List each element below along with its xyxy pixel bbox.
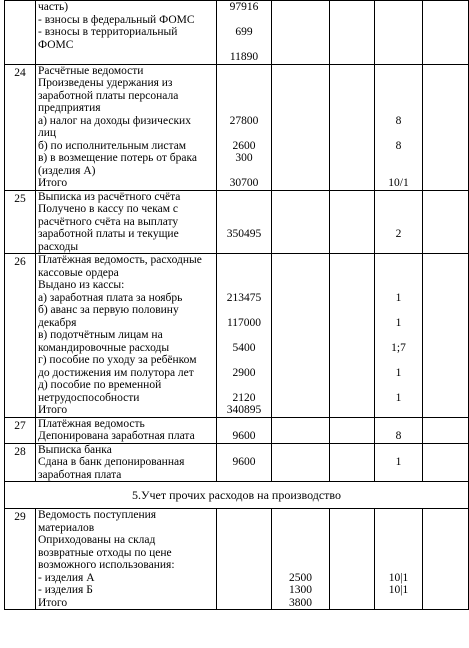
amount-column-3: [330, 443, 375, 482]
cell-line: [272, 547, 329, 560]
account-column: [375, 443, 423, 482]
cell-line: [375, 404, 422, 417]
cell-line: г) пособие по уходу за ребёнком: [38, 354, 197, 366]
empty-column: [423, 64, 469, 190]
cell-line: [375, 254, 422, 267]
cell-line: нетрудоспособности: [38, 391, 140, 404]
cell-line: 1: [395, 456, 402, 468]
cell-line: 340895: [226, 404, 262, 416]
cell-line: [375, 267, 422, 280]
cell-line: Итого: [38, 177, 68, 189]
amount-column-3: [330, 190, 375, 254]
cell-line: 97916: [229, 1, 259, 13]
cell-line: 213475: [226, 291, 262, 304]
cell-line: а) налог на доходы физических: [38, 114, 191, 127]
cell-line: [217, 165, 271, 178]
cell-line: б) аванс за первую половину: [38, 304, 179, 316]
cell-line: предприятия: [38, 102, 101, 114]
cell-line: [375, 418, 422, 431]
cell-line: 10|1: [388, 584, 409, 596]
amount-column-2: [272, 1, 330, 65]
cell-line: до достижения им полутора лет: [38, 366, 194, 379]
cell-line: (изделия А): [38, 164, 96, 177]
empty-column: [423, 443, 469, 482]
cell-line: а) заработная плата за ноябрь: [38, 291, 183, 304]
amount-column-2: [272, 190, 330, 254]
cell-line: Депонирована заработная плата: [38, 430, 195, 442]
cell-line: расходы: [38, 240, 79, 253]
cell-line: 2600: [232, 139, 256, 152]
account-column: [375, 64, 423, 190]
row-number: 25: [5, 190, 36, 254]
cell-line: материалов: [38, 521, 95, 534]
cell-line: [217, 279, 271, 292]
cell-line: Платёжная ведомость, расходные: [38, 254, 202, 266]
cell-line: 9600: [232, 430, 256, 442]
section-title: 5.Учет прочих расходов на производство: [5, 482, 469, 509]
cell-line: [217, 127, 271, 140]
account-column: [375, 417, 423, 443]
cell-line: 10/1: [388, 177, 409, 189]
cell-line: Выписка из расчётного счёта: [38, 190, 181, 203]
cell-line: Произведены удержания из: [38, 77, 173, 89]
cell-line: [217, 77, 271, 90]
cell-line: [217, 90, 271, 103]
cell-line: [375, 65, 422, 78]
cell-line: Итого: [38, 404, 68, 416]
cell-line: [217, 254, 271, 267]
cell-line: [217, 304, 271, 317]
cell-line: [375, 241, 422, 254]
cell-line: - взносы в федеральный ФОМС: [38, 13, 195, 26]
cell-line: 1;7: [391, 341, 406, 354]
account-column: [375, 254, 423, 418]
amount-column-3: [330, 1, 375, 65]
cell-line: б) по исполнительным листам: [38, 139, 187, 152]
operation-description: [36, 190, 217, 254]
cell-line: 1: [395, 316, 402, 329]
amount-column-2: [272, 254, 330, 418]
table-row: [5, 254, 469, 418]
cell-line: Ведомость поступления: [38, 509, 157, 521]
cell-line: [217, 444, 271, 457]
table-row: [5, 190, 469, 254]
amount-column-1: [217, 190, 272, 254]
operation-description: [36, 509, 217, 610]
table-row: [5, 64, 469, 190]
cell-line: [375, 279, 422, 292]
cell-line: 1: [395, 366, 402, 379]
amount-column-3: [330, 254, 375, 418]
cell-line: в) подотчётным лицам на: [38, 329, 163, 341]
cell-line: 8: [395, 139, 402, 152]
cell-line: [217, 102, 271, 115]
cell-line: [375, 354, 422, 367]
cell-line: [375, 597, 422, 610]
cell-line: 3800: [289, 596, 312, 609]
cell-line: [272, 522, 329, 535]
cell-line: [217, 379, 271, 392]
cell-line: [272, 509, 329, 522]
operation-description: [36, 64, 217, 190]
row-number: [5, 1, 36, 65]
table-row: [5, 443, 469, 482]
cell-line: заработной платы персонала: [38, 89, 179, 102]
cell-line: 5400: [232, 341, 256, 354]
cell-line: расчётного счёта на выплату: [38, 215, 179, 228]
amount-column-1: [217, 1, 272, 65]
ledger-table: [4, 0, 469, 610]
cell-line: 30700: [229, 177, 259, 189]
cell-line: 2120: [232, 391, 256, 404]
empty-column: [423, 254, 469, 418]
cell-line: 9600: [232, 456, 256, 468]
empty-column: [423, 417, 469, 443]
cell-line: [217, 14, 271, 27]
row-number: 26: [5, 254, 36, 418]
amount-column-2: [272, 417, 330, 443]
cell-line: 117000: [226, 316, 262, 329]
cell-line: часть): [38, 1, 69, 13]
cell-line: [217, 241, 271, 254]
cell-line: [217, 203, 271, 216]
cell-line: [375, 304, 422, 317]
empty-column: [423, 1, 469, 65]
ledger-body: [5, 1, 469, 610]
cell-line: [375, 165, 422, 178]
cell-line: 699: [235, 26, 253, 38]
row-number: 27: [5, 417, 36, 443]
cell-line: 27800: [229, 114, 259, 127]
amount-column-1: [217, 417, 272, 443]
empty-column: [423, 190, 469, 254]
table-row: [5, 1, 469, 65]
cell-line: 1: [395, 291, 402, 304]
cell-line: [375, 90, 422, 103]
cell-line: возможного использования:: [38, 559, 175, 571]
cell-line: Платёжная ведомость: [38, 417, 145, 430]
row-number: 29: [5, 509, 36, 610]
table-row: [5, 417, 469, 443]
cell-line: Расчётные ведомости: [38, 64, 144, 77]
cell-line: 2: [395, 228, 402, 240]
cell-line: [375, 152, 422, 165]
row-number: 28: [5, 443, 36, 482]
cell-line: [217, 329, 271, 342]
cell-line: 300: [235, 152, 253, 164]
cell-line: [375, 329, 422, 342]
cell-line: [375, 216, 422, 229]
amount-column-1: [217, 254, 272, 418]
cell-line: - изделия А: [38, 571, 95, 584]
cell-line: 8: [395, 114, 402, 127]
row-number: 24: [5, 64, 36, 190]
cell-line: [375, 534, 422, 547]
cell-line: - взносы в территориальный: [38, 26, 178, 38]
cell-line: 1300: [289, 584, 312, 596]
cell-line: 2900: [232, 366, 256, 379]
cell-line: заработной платы и текущие: [38, 228, 179, 240]
cell-line: [217, 418, 271, 431]
amount-column-3: [330, 64, 375, 190]
cell-line: [217, 469, 271, 482]
operation-description: [36, 417, 217, 443]
cell-line: [217, 39, 271, 52]
cell-line: заработная плата: [38, 468, 122, 481]
amount-column-1: [217, 443, 272, 482]
cell-line: [375, 203, 422, 216]
cell-line: возвратные отходы по цене: [38, 546, 172, 559]
cell-line: [375, 444, 422, 457]
amount-column-2: [272, 64, 330, 190]
cell-line: Сдана в банк депонированная: [38, 456, 185, 468]
section-row: [5, 482, 469, 509]
cell-line: декабря: [38, 316, 77, 329]
cell-line: [375, 469, 422, 482]
cell-line: [375, 522, 422, 535]
amount-column-3: [330, 417, 375, 443]
cell-line: 2500: [289, 571, 312, 584]
cell-line: 1: [395, 391, 402, 404]
amount-column-3: [330, 509, 375, 610]
cell-line: [217, 216, 271, 229]
amount-column-1: [217, 509, 272, 610]
operation-description: [36, 1, 217, 65]
operation-description: [36, 443, 217, 482]
cell-line: - изделия Б: [38, 584, 93, 596]
operation-description: [36, 254, 217, 418]
cell-line: [375, 559, 422, 572]
empty-column: [423, 509, 469, 610]
cell-line: лиц: [38, 127, 57, 139]
cell-line: [217, 354, 271, 367]
amount-column-1: [217, 64, 272, 190]
amount-column-2: [272, 509, 330, 610]
cell-line: Итого: [38, 596, 68, 609]
cell-line: 11890: [229, 51, 259, 63]
cell-line: [375, 77, 422, 90]
amount-column-2: [272, 443, 330, 482]
cell-line: [272, 534, 329, 547]
cell-line: [375, 509, 422, 522]
cell-line: в) в возмещение потерь от брака: [38, 152, 198, 164]
cell-line: [38, 51, 214, 64]
cell-line: [217, 191, 271, 204]
cell-line: Выдано из кассы:: [38, 279, 125, 291]
account-column: [375, 1, 423, 65]
cell-line: [375, 191, 422, 204]
table-row: [5, 509, 469, 610]
cell-line: Выписка банка: [38, 443, 112, 456]
cell-line: [217, 65, 271, 78]
cell-line: [375, 379, 422, 392]
cell-line: 350495: [226, 228, 262, 240]
cell-line: кассовые ордера: [38, 266, 119, 279]
cell-line: командировочные расходы: [38, 341, 170, 354]
cell-line: Получено в кассу по чекам с: [38, 203, 179, 215]
account-column: [375, 509, 423, 610]
cell-line: [375, 547, 422, 560]
cell-line: д) пособие по временной: [38, 379, 162, 391]
cell-line: [217, 267, 271, 280]
cell-line: 10|1: [388, 571, 409, 584]
cell-line: [375, 102, 422, 115]
cell-line: 8: [395, 430, 402, 442]
cell-line: [375, 127, 422, 140]
cell-line: [272, 559, 329, 572]
cell-line: Оприходованы на склад: [38, 534, 156, 546]
account-column: [375, 190, 423, 254]
cell-line: ФОМС: [38, 38, 74, 51]
